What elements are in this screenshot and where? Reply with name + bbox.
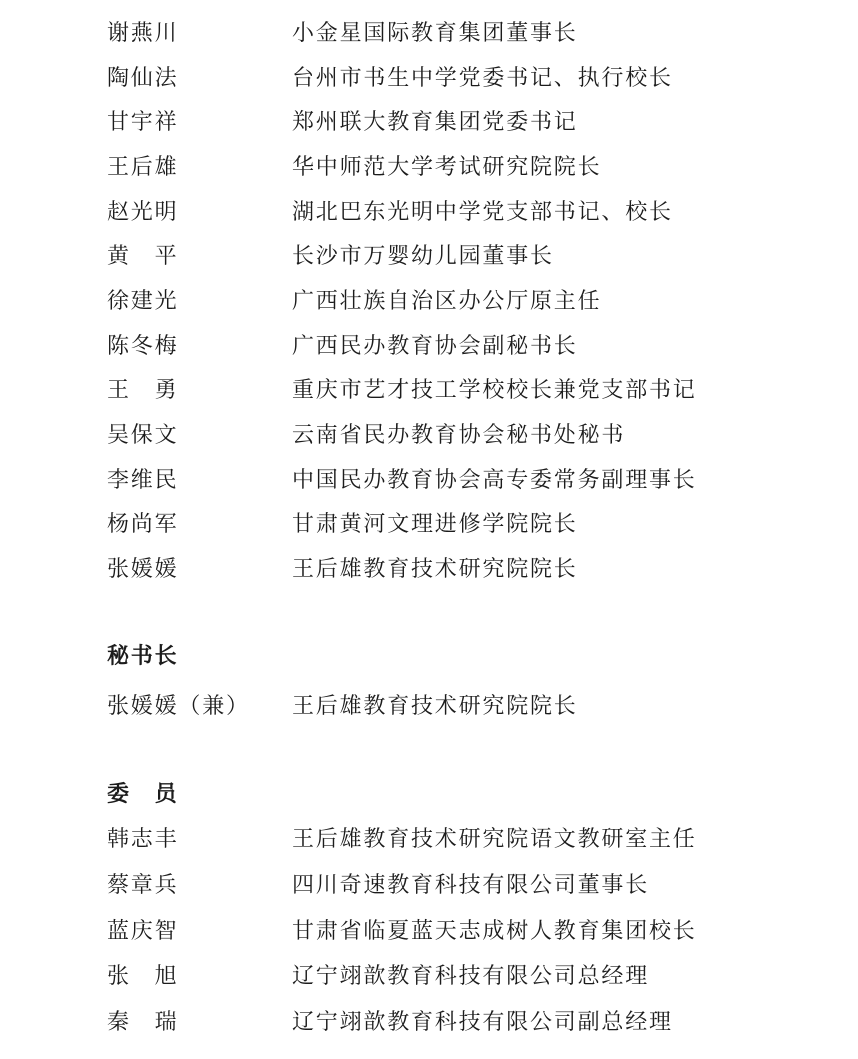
member-title: 王后雄教育技术研究院院长 [292,557,578,583]
member-row [0,188,858,233]
member-name: 王后雄 [107,154,179,180]
member-title: 广西壮族自治区办公厅原主任 [292,288,602,314]
member-row [0,501,858,546]
member-name: 张 旭 [107,964,179,990]
member-name: 赵光明 [107,199,179,225]
member-name: 李维民 [107,467,179,493]
member-row [0,232,858,277]
member-title: 王后雄教育技术研究院院长 [292,694,578,720]
member-title: 辽宁翊歆教育科技有限公司总经理 [292,964,650,990]
member-row [0,98,858,143]
member-name: 陈冬梅 [107,333,179,359]
member-row [0,861,858,907]
member-name: 吴保文 [107,423,179,449]
member-name: 甘宇祥 [107,110,179,136]
member-title: 甘肃省临夏蓝天志成树人教育集团校长 [292,918,697,944]
member-name: 陶仙法 [107,65,179,91]
member-title: 广西民办教育协会副秘书长 [292,333,578,359]
member-title: 王后雄教育技术研究院语文教研室主任 [292,827,697,853]
committee-section-heading: 委 员 [107,781,179,807]
member-name: 杨尚军 [107,512,179,538]
member-name: 秦 瑞 [107,1009,179,1035]
member-row [0,9,858,54]
member-name: 谢燕川 [107,20,179,46]
member-row [0,998,858,1044]
member-row [0,367,858,412]
member-name: 黄 平 [107,244,179,270]
member-row [0,906,858,952]
member-name: 王 勇 [107,378,179,404]
member-title: 云南省民办教育协会秘书处秘书 [292,423,626,449]
member-title: 华中师范大学考试研究院院长 [292,154,602,180]
member-row [0,277,858,322]
member-row [0,815,858,861]
member-title: 辽宁翊歆教育科技有限公司副总经理 [292,1009,673,1035]
top-members-list [0,9,858,590]
member-row [0,411,858,456]
member-name: 蔡章兵 [107,873,179,899]
member-row [0,143,858,188]
member-title: 台州市书生中学党委书记、执行校长 [292,65,673,91]
member-name: 张媛媛 [107,557,179,583]
member-title: 长沙市万婴幼儿园董事长 [292,244,554,270]
member-title: 中国民办教育协会高专委常务副理事长 [292,467,697,493]
member-row [0,322,858,367]
member-row [0,54,858,99]
member-row [0,682,858,727]
member-title: 湖北巴东光明中学党支部书记、校长 [292,199,673,225]
member-name: 蓝庆智 [107,918,179,944]
member-row [0,952,858,998]
member-row [0,456,858,501]
member-title: 郑州联大教育集团党委书记 [292,110,578,136]
member-row [0,545,858,590]
member-title: 四川奇速教育科技有限公司董事长 [292,873,650,899]
secretary-section-heading: 秘书长 [107,643,179,669]
member-title: 重庆市艺才技工学校校长兼党支部书记 [292,378,697,404]
secretary-members-list [0,682,858,727]
member-name: 徐建光 [107,288,179,314]
member-title: 甘肃黄河文理进修学院院长 [292,512,578,538]
committee-members-list [0,815,858,1043]
member-name: 韩志丰 [107,827,179,853]
member-name: 张媛媛（兼） [107,694,250,720]
member-title: 小金星国际教育集团董事长 [292,20,578,46]
